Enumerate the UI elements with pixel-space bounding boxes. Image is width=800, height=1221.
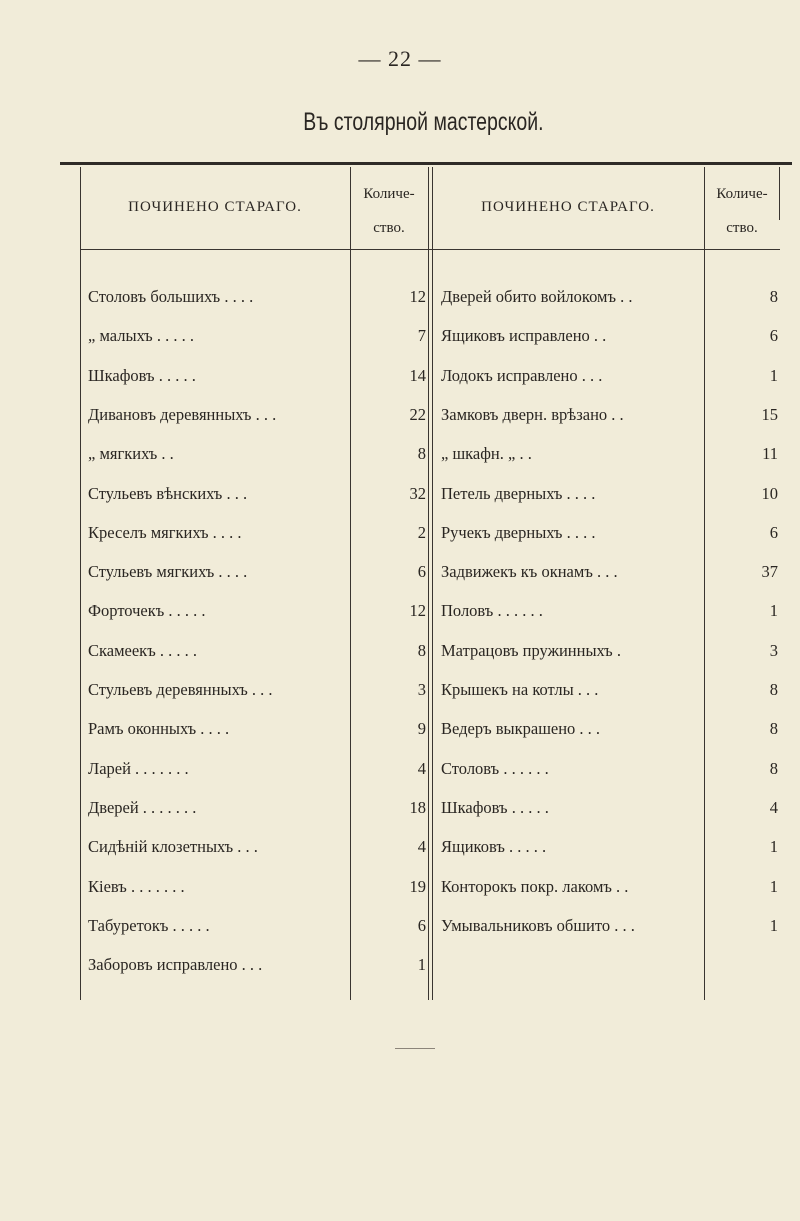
table-row <box>441 872 699 902</box>
page-title: Въ столярной мастерской. <box>303 108 544 136</box>
row-quantity: 6 <box>417 915 426 935</box>
table-row <box>88 793 346 823</box>
row-quantity: 12 <box>409 287 426 306</box>
table-row <box>441 596 699 626</box>
row-quantity: 2 <box>417 522 426 542</box>
header-qty-left-line2: ство. <box>373 220 405 236</box>
row-quantity: 14 <box>409 365 426 385</box>
top-rule <box>60 162 792 165</box>
table-row <box>441 675 699 705</box>
table-row <box>441 754 699 784</box>
table-row <box>441 361 699 391</box>
row-quantity: 6 <box>417 562 426 582</box>
row-item: Рамъ оконныхъ . . . . <box>88 719 230 739</box>
row-item: Шкафовъ . . . . . <box>88 365 196 385</box>
table-row <box>88 675 346 705</box>
page-number: — 22 — <box>358 46 442 71</box>
table-row <box>441 439 699 469</box>
header-qty-right-line2: ство. <box>726 220 758 236</box>
table-row <box>88 911 346 941</box>
row-quantity: 22 <box>409 404 426 424</box>
row-item: Ручекъ дверныхъ . . . . <box>441 522 596 542</box>
row-item: Сидѣній клозетныхъ . . . <box>88 837 258 857</box>
table-row <box>441 557 699 587</box>
header-qty-left <box>350 177 428 243</box>
row-item: Крышекъ на котлы . . . <box>441 680 599 699</box>
row-quantity: 18 <box>409 797 426 817</box>
table-row <box>441 911 699 941</box>
row-quantity: 7 <box>417 326 426 346</box>
footer-rule <box>395 1048 435 1049</box>
row-quantity: 19 <box>409 876 426 896</box>
row-quantity: 4 <box>769 797 778 817</box>
row-item: Стульевъ мягкихъ . . . . <box>88 562 248 582</box>
header-item-right: ПОЧИНЕНО СТАРАГО. <box>481 198 655 215</box>
row-quantity: 15 <box>761 404 778 424</box>
row-quantity: 12 <box>409 601 426 621</box>
table-row <box>88 557 346 587</box>
row-quantity: 4 <box>417 758 426 778</box>
row-quantity: 1 <box>417 955 426 975</box>
table-row <box>88 872 346 902</box>
header-item-left: ПОЧИНЕНО СТАРАГО. <box>128 198 302 215</box>
table-row <box>441 518 699 548</box>
row-item: Скамеекъ . . . . . <box>88 640 197 660</box>
table-row <box>88 361 346 391</box>
row-quantity: 11 <box>762 444 778 464</box>
row-item: Стульевъ деревянныхъ . . . <box>88 680 273 699</box>
table-row <box>441 400 699 430</box>
row-item: Половъ . . . . . . <box>441 601 543 621</box>
row-item: Дивановъ деревянныхъ . . . <box>88 404 277 424</box>
table-row <box>88 400 346 430</box>
row-item: Табуретокъ . . . . . <box>88 915 210 935</box>
row-quantity: 1 <box>769 365 778 385</box>
row-quantity: 1 <box>769 601 778 621</box>
table-row <box>441 636 699 666</box>
table-row <box>441 479 699 509</box>
table-row <box>88 950 346 980</box>
row-quantity: 3 <box>769 640 778 660</box>
table-row <box>88 754 346 784</box>
row-item: Кiевъ . . . . . . . <box>88 876 185 896</box>
row-item: Матрацовъ пружинныхъ . <box>441 640 621 660</box>
table-row <box>88 596 346 626</box>
row-quantity: 8 <box>769 287 778 306</box>
table-row <box>88 832 346 862</box>
row-quantity: 1 <box>769 876 778 896</box>
row-item: Стульевъ вѣнскихъ . . . <box>88 483 248 503</box>
row-quantity: 9 <box>417 719 426 739</box>
table-left-border <box>80 167 81 1000</box>
table-row <box>88 714 346 744</box>
row-item: Ящиковъ . . . . . <box>441 837 547 857</box>
row-item: Шкафовъ . . . . . <box>441 797 549 817</box>
row-quantity: 10 <box>761 483 778 503</box>
row-item: Умывальниковъ обшито . . . <box>441 915 635 935</box>
table-row <box>88 518 346 548</box>
table-row <box>441 793 699 823</box>
row-item: Ящиковъ исправлено . . <box>441 326 607 346</box>
header-qty-right <box>704 177 780 243</box>
row-item: Креселъ мягкихъ . . . . <box>88 522 242 542</box>
row-item: Форточекъ . . . . . <box>88 601 206 621</box>
center-divider <box>428 167 429 1000</box>
row-item: Замковъ дверн. врѣзано . . <box>441 404 624 424</box>
table-row <box>88 282 346 312</box>
row-item: „ мягкихъ . . <box>88 444 174 464</box>
row-quantity: 6 <box>769 326 778 346</box>
row-item: Столовъ большихъ . . . . <box>88 287 254 306</box>
table-row <box>441 832 699 862</box>
row-item: Ведеръ выкрашено . . . <box>441 719 601 739</box>
table-row <box>441 321 699 351</box>
row-item: Задвижекъ къ окнамъ . . . <box>441 562 618 582</box>
row-item: Лодокъ исправлено . . . <box>441 365 603 385</box>
work-table <box>80 167 780 1000</box>
header-qty-right-line1: Количе- <box>716 186 768 202</box>
row-quantity: 3 <box>417 680 426 699</box>
row-quantity: 8 <box>769 719 778 739</box>
row-quantity: 8 <box>769 680 778 699</box>
row-quantity: 1 <box>769 837 778 857</box>
row-quantity: 4 <box>417 837 426 857</box>
row-item: Петель дверныхъ . . . . <box>441 483 596 503</box>
row-item: Дверей . . . . . . . <box>88 797 197 817</box>
table-row <box>88 636 346 666</box>
table-row <box>441 714 699 744</box>
row-item: „ шкафн. „ . . <box>441 444 532 464</box>
center-divider-inner <box>432 167 433 1000</box>
row-quantity: 32 <box>409 483 426 503</box>
table-row <box>441 282 699 312</box>
table-row <box>88 439 346 469</box>
table-row <box>88 321 346 351</box>
row-quantity: 1 <box>769 915 778 935</box>
row-quantity: 6 <box>769 522 778 542</box>
row-quantity: 8 <box>417 444 426 464</box>
row-item: Дверей обито войлокомъ . . <box>441 287 633 306</box>
row-item: Конторокъ покр. лакомъ . . <box>441 876 629 896</box>
row-quantity: 8 <box>417 640 426 660</box>
row-item: „ малыхъ . . . . . <box>88 326 194 346</box>
row-item: Ларей . . . . . . . <box>88 758 189 778</box>
row-item: Столовъ . . . . . . <box>441 758 549 778</box>
row-item: Заборовъ исправлено . . . <box>88 955 263 975</box>
row-quantity: 8 <box>769 758 778 778</box>
header-rule <box>80 249 780 250</box>
row-quantity: 37 <box>761 562 778 582</box>
table-row <box>88 479 346 509</box>
header-qty-left-line1: Количе- <box>363 186 415 202</box>
